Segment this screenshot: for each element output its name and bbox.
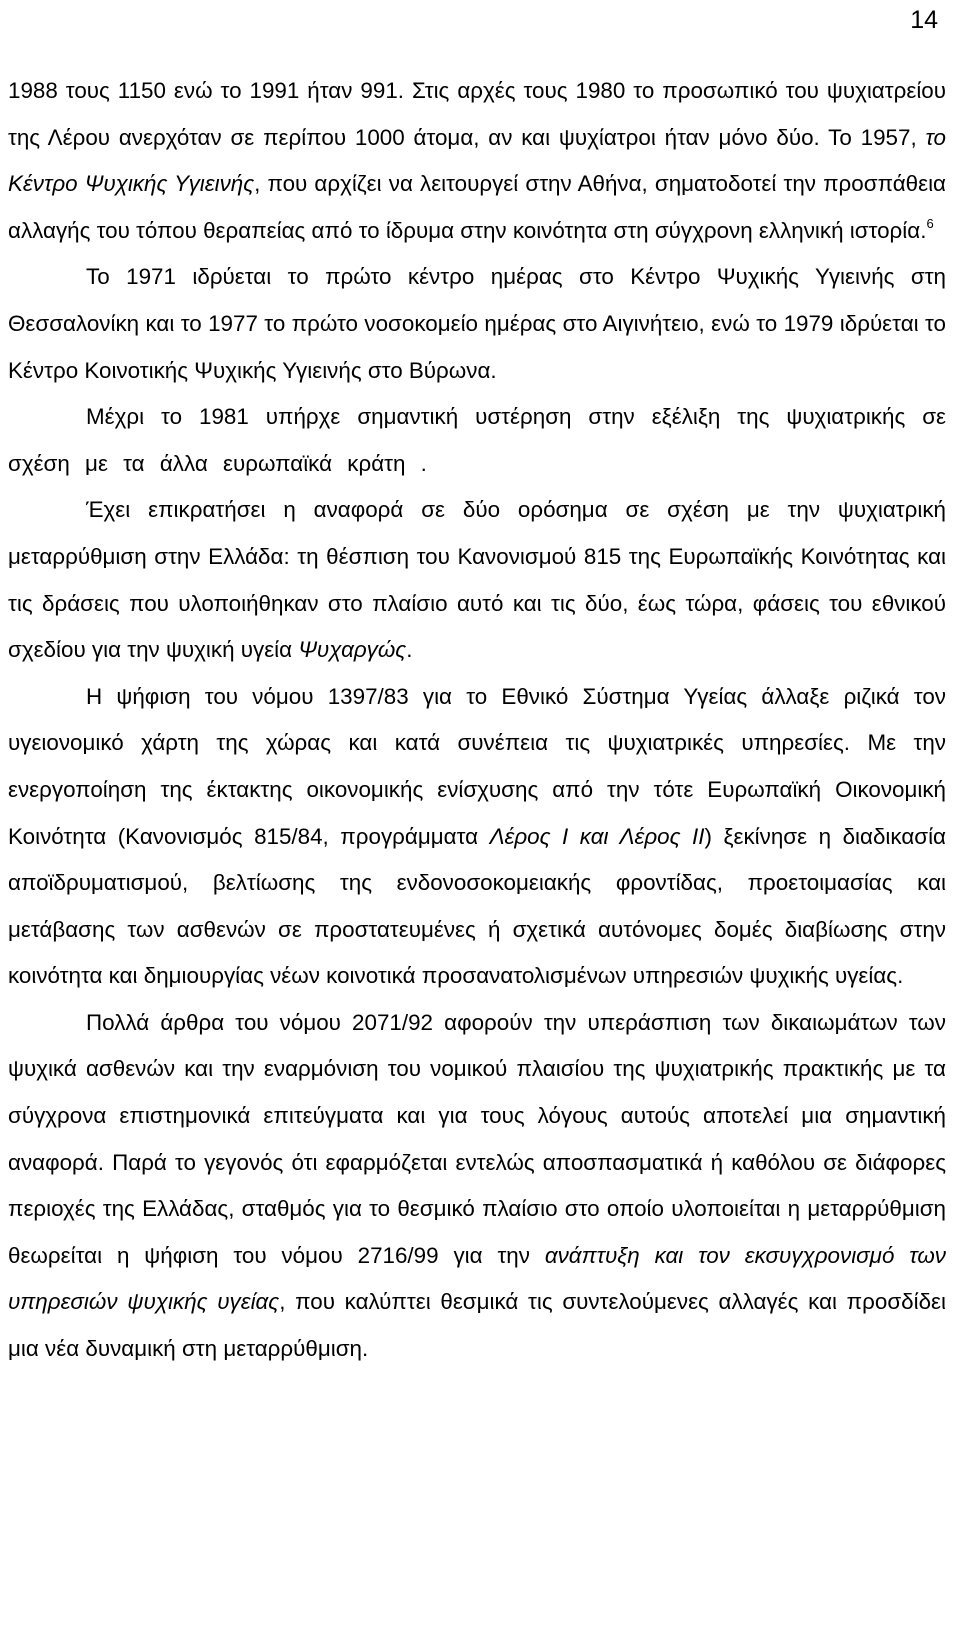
paragraph-4: Έχει επικρατήσει η αναφορά σε δύο ορόσημα σε σχέση με την ψυχιατρική μεταρρύθμιση στην Ελλάδα: τη θέσπιση του Κανονισμού 815 της Ευρωπαϊκής Κοινότητας και τις δράσεις που υλοποιήθηκαν στο πλαίσιο αυτό και τις δύο, έως τώρα, φάσεις του εθνικού σχεδίου για την ψυχική υγεία Ψυχαργώς. [8, 497, 946, 663]
paragraph-6: Πολλά άρθρα του νόμου 2071/92 αφορούν την υπεράσπιση των δικαιωμάτων των ψυχικά ασθενών και την εναρμόνιση του νομικού πλαισίου της ψυχιατρικής πρακτικής με τα σύγχρονα επιστημονικά επιτεύγματα και για τους λόγους αυτούς αποτελεί μια σημαντική αναφορά. Παρά το γεγονός ότι εφαρμόζεται εντελώς αποσπασματικά ή καθόλου σε διάφορες περιοχές της Ελλάδας, σταθμός για το θεσμικό πλαίσιο στο οποίο υλοποιείται η μεταρρύθμιση θεωρείται η ψήφιση του νόμου 2716/99 για την ανάπτυξη και τον εκσυγχρονισμό των υπηρεσιών ψυχικής υγείας, που καλύπτει θεσμικά τις συντελούμενες αλλαγές και προσδίδει μια νέα δυναμική στη μεταρρύθμιση. [8, 1009, 946, 1362]
paragraph-1: 1988 τους 1150 ενώ το 1991 ήταν 991. Στις αρχές τους 1980 το προσωπικό του ψυχιατρείου της Λέρου ανερχόταν σε περίπου 1000 άτομα, αν και ψυχίατροι ήταν μόνο δύο. Το 1957, το Κέντρο Ψυχικής Υγιεινής, που αρχίζει να λειτουργεί στην Αθήνα, σηματοδοτεί την προσπάθεια αλλαγής του τόπου θεραπείας από το ίδρυμα στην κοινότητα στη σύγχρονη ελληνική ιστορία.$^6$ [8, 78, 946, 243]
paragraph-5: Η ψήφιση του νόμου 1397/83 για το Εθνικό Σύστημα Υγείας άλλαξε ριζικά τον υγειονομικό χάρτη της χώρας και κατά συνέπεια τις ψυχιατρικές υπηρεσίες. Με την ενεργοποίηση της έκτακτης οικονομικής ενίσχυσης από την τότε Ευρωπαϊκή Οικονομική Κοινότητα (Κανονισμός 815/84, προγράμματα Λέρος Ι και Λέρος ΙΙ) ξεκίνησε η διαδικασία αποϊδρυματισμού, βελτίωσης της ενδονοσοκομειακής φροντίδας, προετοιμασίας και μετάβασης των ασθενών σε προστατευμένες ή σχετικά αυτόνομες δομές διαβίωσης στην κοινότητα και δημιουργίας νέων κοινοτικά προσανατολισμένων υπηρεσιών ψυχικής υγείας. [8, 683, 946, 989]
paragraph-3: Μέχρι το 1981 υπήρχε σημαντική υστέρηση στην εξέλιξη της ψυχιατρικής σε σχέση με τα άλλα ευρωπαϊκά κράτη . [8, 404, 946, 476]
document-body [8, 68, 946, 1373]
paragraph-2: Το 1971 ιδρύεται το πρώτο κέντρο ημέρας στο Κέντρο Ψυχικής Υγιεινής στη Θεσσαλονίκη και το 1977 το πρώτο νοσοκομείο ημέρας στο Αιγινήτειο, ενώ το 1979 ιδρύεται το Κέντρο Κοινοτικής Ψυχικής Υγιεινής στο Βύρωνα. [8, 264, 946, 383]
italic-text: το Κέντρο Ψυχικής Υγιεινής [8, 124, 946, 197]
italic-text: Λέρος Ι και Λέρος ΙΙ [489, 823, 705, 849]
italic-text: Ψυχαργώς [298, 637, 407, 663]
italic-text: ανάπτυξη και τον εκσυγχρονισμό των υπηρεσιών ψυχικής υγείας [8, 1242, 946, 1315]
page-number: 14 [910, 6, 938, 34]
footnote-marker[interactable]: 6 [926, 215, 934, 231]
